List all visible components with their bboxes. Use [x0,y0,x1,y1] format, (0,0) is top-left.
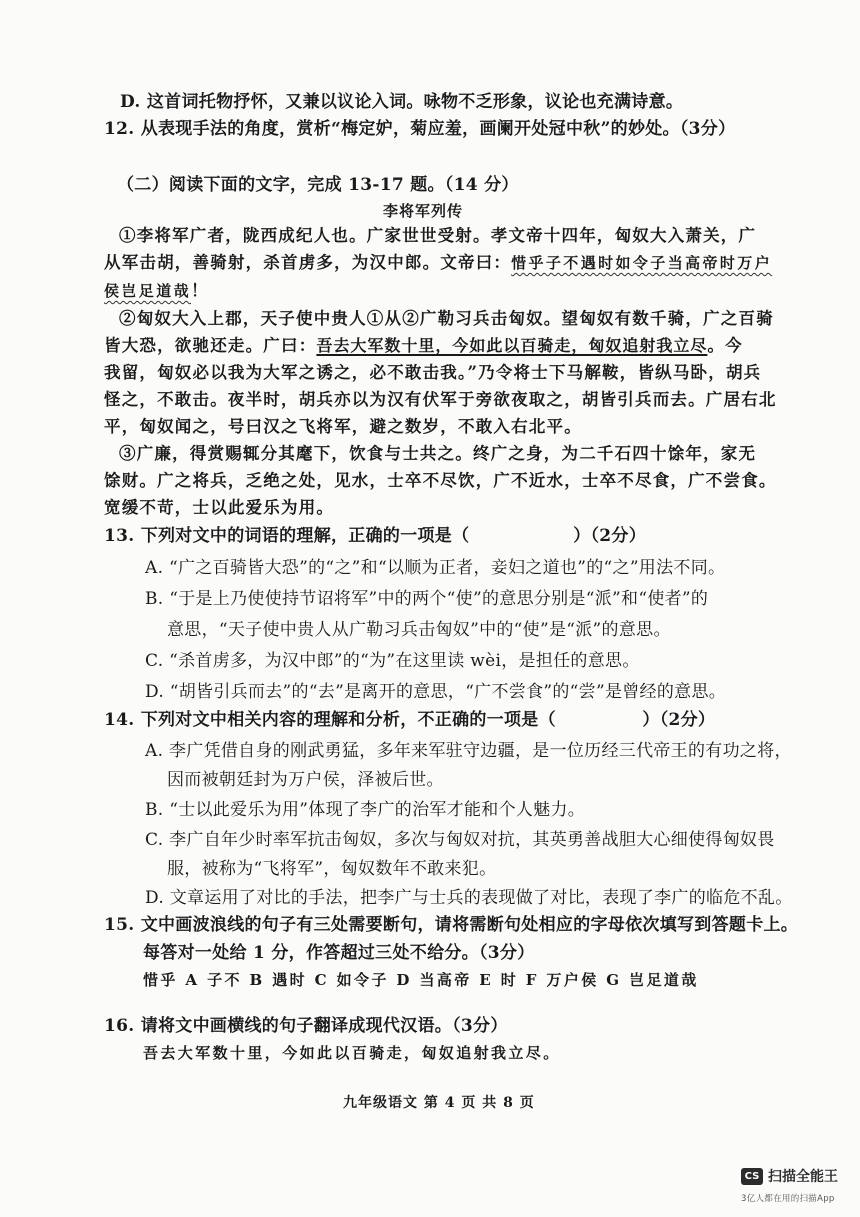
q12-question: 12. 从表现手法的角度，赏析“梅定妒，菊应羞，画阑开处冠中秋”的妙处。（3分） [104,119,736,139]
q14-option-a-cont: 因而被朝廷封为万户侯，泽被后世。 [167,770,444,790]
underlined-sentence: 吾去大军数十里，今如此以百骑走，匈奴追射我立尽 [316,336,708,355]
q15-handwritten-answer: 惜乎 A 子不 B 遇时 C 如令子 D 当高帝 E 时 F 万户侯 G 岂足道哉 [143,971,699,989]
passage-title: 李将军列传 [383,202,464,220]
passage-para1-line3 [104,279,209,303]
camscanner-name: 扫描全能王 [768,1169,838,1185]
q14-option-c: C. 李广自年少时率军抗击匈奴，多次与匈奴对抗，其英勇善战胆大心细使得匈奴畏 [145,830,775,850]
q15-question: 15. 文中画波浪线的句子有三处需要断句，请将需断句处相应的字母依次填写到答题卡上。 [104,915,799,935]
q14-question: 14. 下列对文中相关内容的理解和分析，不正确的一项是（ ）（2分） [104,710,716,730]
passage-text: 从军击胡，善骑射，杀首虏多，为汉中郎。文帝曰： [104,253,512,272]
q13-option-a: A. “广之百骑皆大恐”的“之”和“以顺为正者，妾妇之道也”的“之”用法不同。 [145,558,726,578]
q13-option-c: C. “杀首虏多，为汉中郎”的“为”在这里读 wèi，是担任的意思。 [145,651,640,671]
q14-option-d: D. 文章运用了对比的手法，把李广与士兵的表现做了对比，表现了李广的临危不乱。 [145,888,793,908]
wavy-sentence-part2: 侯岂足道哉 [104,282,192,300]
passage-para3-line3: 宽缓不苛，士以此爱乐为用。 [104,498,335,517]
q14-option-c-cont: 服，被称为“飞将军”，匈奴数年不敢来犯。 [167,859,497,879]
q13-option-d: D. “胡皆引兵而去”的“去”是离开的意思，“广不尝食”的“尝”是曾经的意思。 [145,682,727,702]
passage-text: 皆大恐，欲驰还走。广曰： [104,336,317,355]
section-two-heading: （二）阅读下面的文字，完成 13-17 题。（14 分） [117,175,519,195]
q13-option-b: B. “于是上乃使使持节诏将军”中的两个“使”的意思分别是“派”和“使者”的 [145,589,709,609]
passage-para2-line3: 我留，匈奴必以我为大军之诱之，必不敢击我。”乃令将士下马解鞍，皆纵马卧，胡兵 [104,363,762,382]
passage-para1-line2 [104,251,772,275]
passage-para3-line1: ③广廉，得赏赐辄分其麾下，饮食与士共之。终广之身，为二千石四十馀年，家无 [119,444,757,463]
passage-text: 。今 [707,336,743,355]
passage-para2-line1: ②匈奴大入上郡，天子使中贵人①从②广勒习兵击匈奴。望匈奴有数千骑，广之百骑 [119,309,774,328]
q14-option-b: B. “士以此爱乐为用”体现了李广的治军才能和个人魅力。 [145,800,586,820]
passage-text: ！ [191,281,209,300]
passage-para1-line1: ①李将军广者，陇西成纪人也。广家世世受射。孝文帝十四年，匈奴大入萧关，广 [119,226,757,245]
passage-para3-line2: 馀财。广之将兵，乏绝之处，见水，士卒不尽饮，广不近水，士卒不尽食，广不尝食。 [104,471,777,490]
q16-question: 16. 请将文中画横线的句子翻译成现代汉语。（3分） [104,1016,508,1036]
q14-option-a: A. 李广凭借自身的刚武勇猛，多年来军驻守边疆，是一位历经三代帝王的有功之将， [145,741,792,761]
passage-para2-line4: 怪之，不敢击。夜半时，胡兵亦以为汉有伏军于旁欲夜取之，胡皆引兵而去。广居右北 [104,390,777,409]
wavy-sentence-part1: 惜乎子不遇时如令子当高帝时万户 [511,254,773,272]
camscanner-logo-icon: CS [741,1168,763,1185]
q13-question: 13. 下列对文中的词语的理解，正确的一项是（ ）（2分） [104,526,647,546]
passage-para2-line2 [104,334,743,358]
page-footer: 九年级语文 第 4 页 共 8 页 [343,1095,535,1111]
q11-option-d: D. 这首词托物抒怀，又兼以议论入词。咏物不乏形象，议论也充满诗意。 [120,92,684,112]
q16-handwritten-answer: 吾去大军数十里，今如此以百骑走，匈奴追射我立尽。 [143,1044,561,1062]
q13-option-b-cont: 意思，“天子使中贵人从广勒习兵击匈奴”中的“使”是“派”的意思。 [167,620,671,640]
passage-para2-line5: 平，匈奴闻之，号曰汉之飞将军，避之数岁，不敢入右北平。 [104,417,582,436]
q15-scoring-note: 每答对一处给 1 分，作答超过三处不给分。（3分） [143,943,535,963]
camscanner-tagline: 3亿人都在用的扫描App [741,1194,835,1204]
